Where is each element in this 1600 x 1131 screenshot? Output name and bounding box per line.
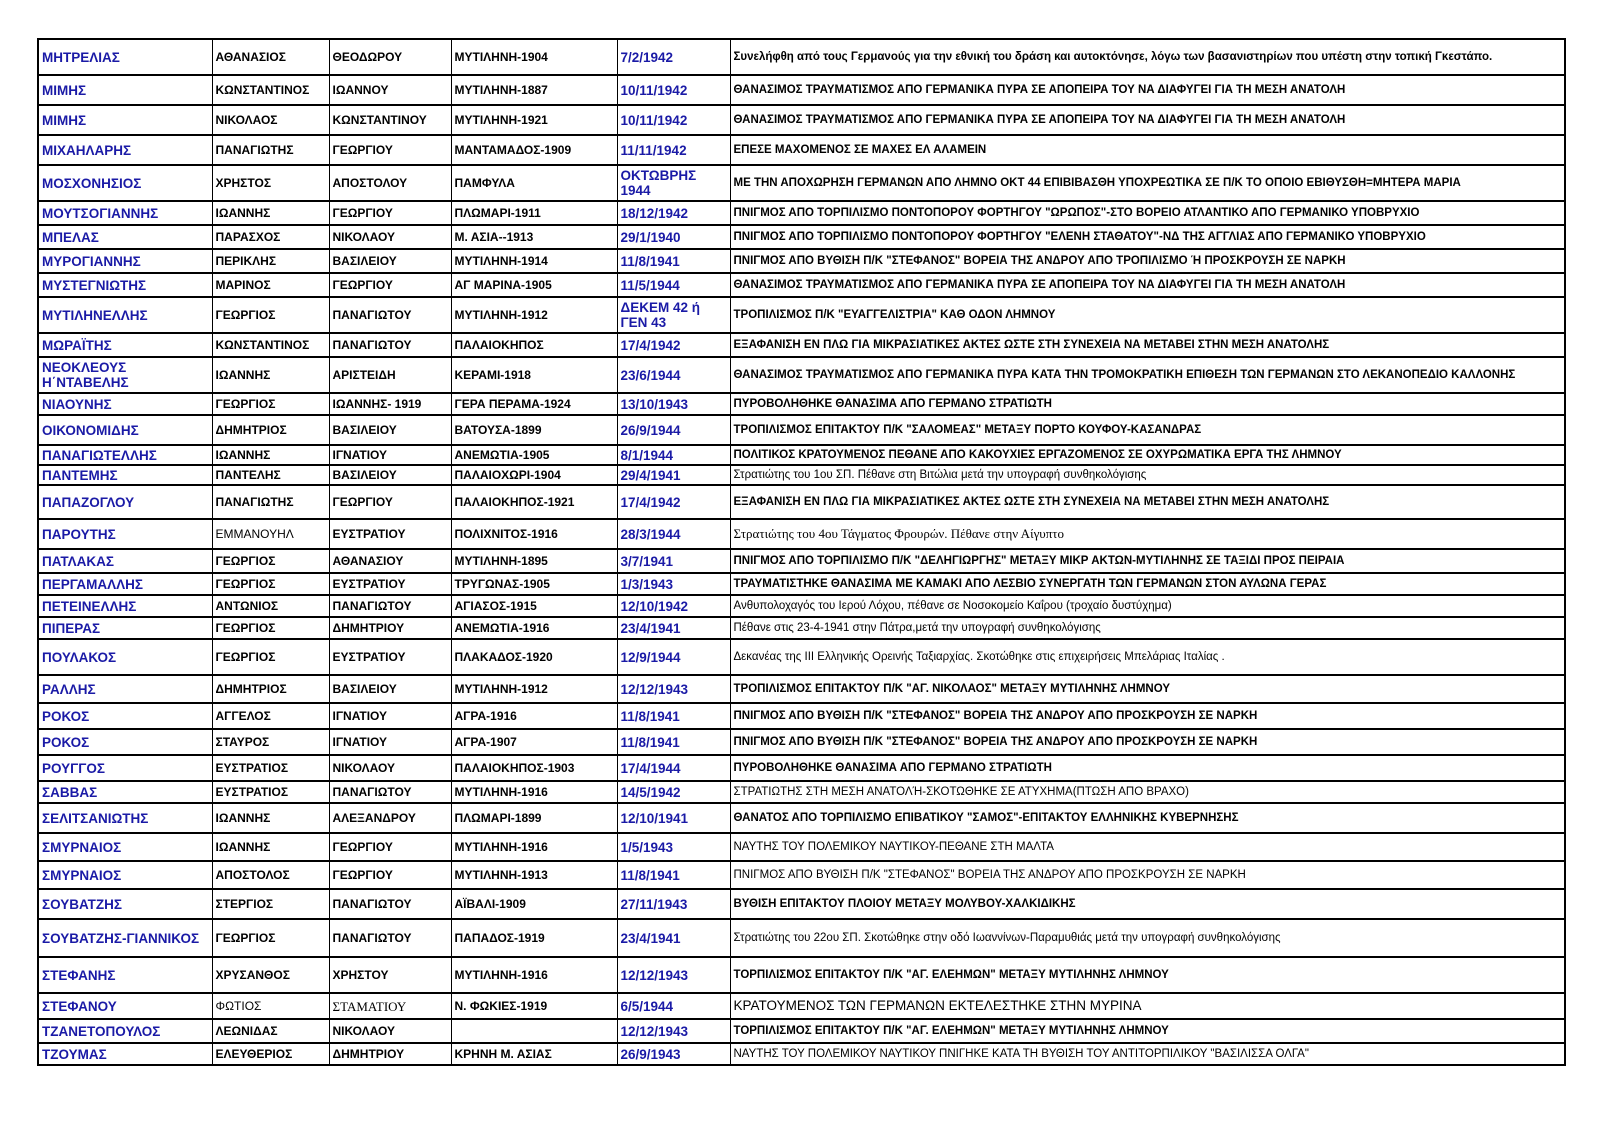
cell-birthplace-year: ΜΥΤΙΛΗΝΗ-1916	[451, 781, 617, 803]
cell-description: ΘΑΝΑΤΟΣ ΑΠΟ ΤΟΡΠΙΛΙΣΜΟ ΕΠΙΒΑΤΙΚΟΥ "ΣΑΜΟΣ"-ΕΠΙΤΑΚΤΟΥ ΕΛΛΗΝΙΚΗΣ ΚΥΒΕΡΝΗΣΗΣ	[730, 803, 1565, 833]
cell-surname: ΜΥΣΤΕΓΝΙΩΤΗΣ	[38, 273, 212, 297]
cell-father-name: ΝΙΚΟΛΑΟΥ	[329, 1019, 451, 1043]
cell-death-date: 12/12/1943	[617, 675, 730, 703]
cell-father-name: ΠΑΝΑΓΙΩΤΟΥ	[329, 889, 451, 919]
cell-birthplace-year: ΚΡΗΝΗ Μ. ΑΣΙΑΣ	[451, 1043, 617, 1065]
table-row	[38, 595, 1565, 617]
cell-father-name: ΓΕΩΡΓΙΟΥ	[329, 201, 451, 225]
table-row	[38, 957, 1565, 993]
table-row	[38, 297, 1565, 333]
cell-father-name: ΓΕΩΡΓΙΟΥ	[329, 273, 451, 297]
cell-first-name: ΦΩΤΙΟΣ	[212, 993, 329, 1019]
cell-description: ΠΝΙΓΜΟΣ ΑΠΟ ΤΟΡΠΙΛΙΣΜΟ ΠΟΝΤΟΠΟΡΟΥ ΦΟΡΤΗΓΟΥ "ΕΛΕΝΗ ΣΤΑΘΑΤΟΥ"-ΝΔ ΤΗΣ ΑΓΓΛΙΑΣ ΑΠΟ ΓΕΡΜΑΝΙΚΟ ΥΠΟΒΡΥΧΙΟ	[730, 225, 1565, 249]
cell-birthplace-year: ΜΥΤΙΛΗΝΗ-1921	[451, 105, 617, 135]
cell-surname: ΜΥΡΟΓΙΑΝΝΗΣ	[38, 249, 212, 273]
cell-death-date: 12/12/1943	[617, 1019, 730, 1043]
cell-surname: ΝΕΟΚΛΕΟΥΣ Η΄ΝΤΑΒΕΛΗΣ	[38, 357, 212, 393]
cell-description: ΝΑΥΤΗΣ ΤΟΥ ΠΟΛΕΜΙΚΟΥ ΝΑΥΤΙΚΟΥ ΠΝΙΓΗΚΕ ΚΑΤΑ ΤΗ ΒΥΘΙΣΗ ΤΟΥ ΑΝΤΙΤΟΡΠΙΛΙΚΟΥ "ΒΑΣΙΛΙΣΣΑ ΟΛΓΑ"	[730, 1043, 1565, 1065]
cell-surname: ΠΑΡΟΥΤΗΣ	[38, 519, 212, 549]
memorial-table-body	[38, 39, 1565, 1065]
cell-father-name: ΓΕΩΡΓΙΟΥ	[329, 135, 451, 165]
cell-father-name: ΝΙΚΟΛΑΟΥ	[329, 225, 451, 249]
cell-surname: ΣΤΕΦΑΝΗΣ	[38, 957, 212, 993]
cell-death-date: 11/8/1941	[617, 249, 730, 273]
cell-father-name: ΕΥΣΤΡΑΤΙΟΥ	[329, 573, 451, 595]
cell-surname: ΜΠΕΛΑΣ	[38, 225, 212, 249]
cell-birthplace-year: ΑΓΡΑ-1916	[451, 703, 617, 729]
cell-first-name: ΙΩΑΝΝΗΣ	[212, 445, 329, 465]
cell-description: ΝΑΥΤΗΣ ΤΟΥ ΠΟΛΕΜΙΚΟΥ ΝΑΥΤΙΚΟΥ-ΠΕΘΑΝΕ ΣΤΗ ΜΑΛΤΑ	[730, 833, 1565, 861]
cell-first-name: ΓΕΩΡΓΙΟΣ	[212, 573, 329, 595]
cell-father-name: ΙΩΑΝΝΟΥ	[329, 75, 451, 105]
cell-description: ΤΡΟΠΙΛΙΣΜΟΣ ΕΠΙΤΑΚΤΟΥ Π/Κ "ΣΑΛΟΜΕΑΣ" ΜΕΤΑΞΥ ΠΟΡΤΟ ΚΟΥΦΟΥ-ΚΑΣΑΝΔΡΑΣ	[730, 415, 1565, 445]
cell-surname: ΣΕΛΙΤΣΑΝΙΩΤΗΣ	[38, 803, 212, 833]
cell-first-name: ΙΩΑΝΝΗΣ	[212, 803, 329, 833]
cell-description: Πέθανε στις 23-4-1941 στην Πάτρα,μετά την υπογραφή συνθηκολόγισης	[730, 617, 1565, 639]
table-row	[38, 165, 1565, 201]
cell-description: ΠΝΙΓΜΟΣ ΑΠΟ ΒΥΘΙΣΗ Π/Κ "ΣΤΕΦΑΝΟΣ" ΒΟΡΕΙΑ ΤΗΣ ΑΝΔΡΟΥ ΑΠΟ ΤΡΟΠΙΛΙΣΜΟ Ή ΠΡΟΣΚΡΟΥΣΗ ΣΕ ΝΑΡΚΗ	[730, 249, 1565, 273]
cell-description: ΣΤΡΑΤΙΩΤΗΣ ΣΤΗ ΜΕΣΗ ΑΝΑΤΟΛΉ-ΣΚΟΤΩΘΗΚΕ ΣΕ ΑΤΥΧΗΜΑ(ΠΤΩΣΗ ΑΠΟ ΒΡΑΧΟ)	[730, 781, 1565, 803]
cell-surname: ΠΑΠΑΖΟΓΛΟΥ	[38, 485, 212, 519]
cell-surname: ΠΕΡΓΑΜΑΛΛΗΣ	[38, 573, 212, 595]
cell-death-date: 12/10/1942	[617, 595, 730, 617]
cell-death-date: 13/10/1943	[617, 393, 730, 415]
cell-birthplace-year: ΠΛΩΜΑΡΙ-1911	[451, 201, 617, 225]
cell-death-date: 14/5/1942	[617, 781, 730, 803]
cell-birthplace-year: ΠΑΛΑΙΟΧΩΡΙ-1904	[451, 465, 617, 485]
table-row	[38, 573, 1565, 595]
cell-surname: ΡΟΚΟΣ	[38, 729, 212, 755]
cell-surname: ΤΖΑΝΕΤΟΠΟΥΛΟΣ	[38, 1019, 212, 1043]
cell-birthplace-year: ΑΝΕΜΩΤΙΑ-1916	[451, 617, 617, 639]
cell-description: Δεκανέας της ΙΙΙ Ελληνικής Ορεινής Ταξιαρχίας. Σκοτώθηκε στις επιχειρήσεις Μπελάριας Ιταλίας .	[730, 639, 1565, 675]
cell-birthplace-year: ΠΑΛΑΙΟΚΗΠΟΣ-1903	[451, 755, 617, 781]
cell-surname: ΜΩΡΑΪΤΗΣ	[38, 333, 212, 357]
cell-description: ΘΑΝΑΣΙΜΟΣ ΤΡΑΥΜΑΤΙΣΜΟΣ ΑΠΟ ΓΕΡΜΑΝΙΚΑ ΠΥΡΑ ΚΑΤΑ ΤΗΝ ΤΡΟΜΟΚΡΑΤΙΚΗ ΕΠΙΘΕΣΗ ΤΩΝ ΓΕΡΜΑΝΩΝ ΣΤΟ ΛΕΚΑΝΟΠΕΔΙΟ ΚΑΛΛΟΝΗΣ	[730, 357, 1565, 393]
cell-death-date: 11/5/1944	[617, 273, 730, 297]
cell-first-name: ΓΕΩΡΓΙΟΣ	[212, 549, 329, 573]
cell-father-name: ΣΤΑΜΑΤΙΟΥ	[329, 993, 451, 1019]
table-row	[38, 357, 1565, 393]
cell-father-name: ΒΑΣΙΛΕΙΟΥ	[329, 465, 451, 485]
cell-father-name: ΑΛΕΞΑΝΔΡΟΥ	[329, 803, 451, 833]
cell-father-name: ΠΑΝΑΓΙΩΤΟΥ	[329, 333, 451, 357]
cell-death-date: 6/5/1944	[617, 993, 730, 1019]
cell-surname: ΡΟΚΟΣ	[38, 703, 212, 729]
cell-description: ΤΟΡΠΙΛΙΣΜΟΣ ΕΠΙΤΑΚΤΟΥ Π/Κ "ΑΓ. ΕΛΕΗΜΩΝ" ΜΕΤΑΞΥ ΜΥΤΙΛΗΝΗΣ ΛΗΜΝΟΥ	[730, 1019, 1565, 1043]
cell-father-name: ΔΗΜΗΤΡΙΟΥ	[329, 1043, 451, 1065]
cell-surname: ΜΙΜΗΣ	[38, 105, 212, 135]
table-row	[38, 445, 1565, 465]
cell-birthplace-year: ΜΥΤΙΛΗΝΗ-1914	[451, 249, 617, 273]
table-row	[38, 1043, 1565, 1065]
cell-surname: ΜΟΣΧΟΝΗΣΙΟΣ	[38, 165, 212, 201]
cell-first-name: ΑΘΑΝΑΣΙΟΣ	[212, 39, 329, 75]
cell-surname: ΠΑΝΑΓΙΩΤΕΛΛΗΣ	[38, 445, 212, 465]
cell-surname: ΣΜΥΡΝΑΙΟΣ	[38, 833, 212, 861]
table-row	[38, 465, 1565, 485]
cell-surname: ΡΟΥΓΓΟΣ	[38, 755, 212, 781]
table-row	[38, 415, 1565, 445]
cell-first-name: ΙΩΑΝΝΗΣ	[212, 833, 329, 861]
table-row	[38, 703, 1565, 729]
table-row	[38, 333, 1565, 357]
cell-surname: ΡΑΛΛΗΣ	[38, 675, 212, 703]
cell-birthplace-year: ΜΥΤΙΛΗΝΗ-1912	[451, 675, 617, 703]
table-row	[38, 675, 1565, 703]
cell-first-name: ΠΑΝΑΓΙΩΤΗΣ	[212, 135, 329, 165]
cell-father-name: ΙΓΝΑΤΙΟΥ	[329, 729, 451, 755]
table-row	[38, 803, 1565, 833]
cell-first-name: ΔΗΜΗΤΡΙΟΣ	[212, 415, 329, 445]
cell-description: ΒΥΘΙΣΗ ΕΠΙΤΑΚΤΟΥ ΠΛΟΙΟΥ ΜΕΤΑΞΥ ΜΟΛΥΒΟΥ-ΧΑΛΚΙΔΙΚΗΣ	[730, 889, 1565, 919]
cell-birthplace-year: ΜΥΤΙΛΗΝΗ-1912	[451, 297, 617, 333]
cell-description: Στρατιώτης του 22ου ΣΠ. Σκοτώθηκε στην οδό Ιωαννίνων-Παραμυθιάς μετά την υπογραφή συνθηκολόγισης	[730, 919, 1565, 957]
cell-birthplace-year	[451, 1019, 617, 1043]
cell-first-name: ΚΩΝΣΤΑΝΤΙΝΟΣ	[212, 333, 329, 357]
cell-surname: ΣΤΕΦΑΝΟΥ	[38, 993, 212, 1019]
table-row	[38, 729, 1565, 755]
cell-first-name: ΜΑΡΙΝΟΣ	[212, 273, 329, 297]
cell-father-name: ΓΕΩΡΓΙΟΥ	[329, 861, 451, 889]
cell-description: ΤΟΡΠΙΛΙΣΜΟΣ ΕΠΙΤΑΚΤΟΥ Π/Κ "ΑΓ. ΕΛΕΗΜΩΝ" ΜΕΤΑΞΥ ΜΥΤΙΛΗΝΗΣ ΛΗΜΝΟΥ	[730, 957, 1565, 993]
table-row	[38, 781, 1565, 803]
cell-birthplace-year: ΠΑΜΦΥΛΑ	[451, 165, 617, 201]
cell-first-name: ΠΑΝΑΓΙΩΤΗΣ	[212, 485, 329, 519]
table-row	[38, 639, 1565, 675]
cell-birthplace-year: ΚΕΡΑΜΙ-1918	[451, 357, 617, 393]
cell-surname: ΟΙΚΟΝΟΜΙΔΗΣ	[38, 415, 212, 445]
cell-father-name: ΒΑΣΙΛΕΙΟΥ	[329, 415, 451, 445]
cell-death-date: 17/4/1942	[617, 485, 730, 519]
cell-description: ΠΥΡΟΒΟΛΗΘΗΚΕ ΘΑΝΑΣΙΜΑ ΑΠΟ ΓΕΡΜΑΝΟ ΣΤΡΑΤΙΩΤΗ	[730, 755, 1565, 781]
cell-description: ΕΞΑΦΑΝΙΣΗ ΕΝ ΠΛΩ ΓΙΑ ΜΙΚΡΑΣΙΑΤΙΚΕΣ ΑΚΤΕΣ ΩΣΤΕ ΣΤΗ ΣΥΝΕΧΕΙΑ ΝΑ ΜΕΤΑΒΕΙ ΣΤΗΝ ΜΕΣΗ ΑΝΑΤΟΛΗΣ	[730, 333, 1565, 357]
cell-surname: ΣΟΥΒΑΤΖΗΣ	[38, 889, 212, 919]
cell-surname: ΜΗΤΡΕΛΙΑΣ	[38, 39, 212, 75]
cell-first-name: ΣΤΑΥΡΟΣ	[212, 729, 329, 755]
cell-birthplace-year: ΜΥΤΙΛΗΝΗ-1887	[451, 75, 617, 105]
cell-first-name: ΓΕΩΡΓΙΟΣ	[212, 639, 329, 675]
table-row	[38, 485, 1565, 519]
cell-first-name: ΛΕΩΝΙΔΑΣ	[212, 1019, 329, 1043]
cell-description: ΠΥΡΟΒΟΛΗΘΗΚΕ ΘΑΝΑΣΙΜΑ ΑΠΟ ΓΕΡΜΑΝΟ ΣΤΡΑΤΙΩΤΗ	[730, 393, 1565, 415]
cell-father-name: ΠΑΝΑΓΙΩΤΟΥ	[329, 919, 451, 957]
cell-birthplace-year: ΒΑΤΟΥΣΑ-1899	[451, 415, 617, 445]
cell-death-date: 11/8/1941	[617, 729, 730, 755]
cell-birthplace-year: ΜΥΤΙΛΗΝΗ-1904	[451, 39, 617, 75]
cell-surname: ΠΑΤΛΑΚΑΣ	[38, 549, 212, 573]
cell-first-name: ΠΑΡΑΣΧΟΣ	[212, 225, 329, 249]
cell-description: ΕΞΑΦΑΝΙΣΗ ΕΝ ΠΛΩ ΓΙΑ ΜΙΚΡΑΣΙΑΤΙΚΕΣ ΑΚΤΕΣ ΩΣΤΕ ΣΤΗ ΣΥΝΕΧΕΙΑ ΝΑ ΜΕΤΑΒΕΙ ΣΤΗΝ ΜΕΣΗ ΑΝΑΤΟΛΗΣ	[730, 485, 1565, 519]
cell-first-name: ΓΕΩΡΓΙΟΣ	[212, 393, 329, 415]
cell-death-date: 1/5/1943	[617, 833, 730, 861]
cell-birthplace-year: ΤΡΥΓΩΝΑΣ-1905	[451, 573, 617, 595]
cell-first-name: ΑΝΤΩΝΙΟΣ	[212, 595, 329, 617]
cell-birthplace-year: ΠΟΛΙΧΝΙΤΟΣ-1916	[451, 519, 617, 549]
cell-father-name: ΙΓΝΑΤΙΟΥ	[329, 445, 451, 465]
cell-father-name: ΧΡΗΣΤΟΥ	[329, 957, 451, 993]
cell-death-date: 27/11/1943	[617, 889, 730, 919]
cell-surname: ΣΜΥΡΝΑΙΟΣ	[38, 861, 212, 889]
cell-first-name: ΑΠΟΣΤΟΛΟΣ	[212, 861, 329, 889]
cell-surname: ΜΥΤΙΛΗΝΕΛΛΗΣ	[38, 297, 212, 333]
cell-surname: ΝΙΑΟΥΝΗΣ	[38, 393, 212, 415]
cell-first-name: ΕΥΣΤΡΑΤΙΟΣ	[212, 781, 329, 803]
table-row	[38, 993, 1565, 1019]
cell-death-date: 8/1/1944	[617, 445, 730, 465]
cell-father-name: ΙΓΝΑΤΙΟΥ	[329, 703, 451, 729]
cell-death-date: 3/7/1941	[617, 549, 730, 573]
cell-first-name: ΠΕΡΙΚΛΗΣ	[212, 249, 329, 273]
cell-surname: ΤΖΟΥΜΑΣ	[38, 1043, 212, 1065]
cell-surname: ΠΟΥΛΑΚΟΣ	[38, 639, 212, 675]
cell-first-name: ΓΕΩΡΓΙΟΣ	[212, 617, 329, 639]
cell-description: ΠΝΙΓΜΟΣ ΑΠΟ ΤΟΡΠΙΛΙΣΜΟ Π/Κ "ΔΕΛΗΓΙΩΡΓΗΣ" ΜΕΤΑΞΥ ΜΙΚΡ ΑΚΤΩΝ-ΜΥΤΙΛΗΝΗΣ ΣΕ ΤΑΞΙΔΙ ΠΡΟΣ ΠΕΙΡΑΙΑ	[730, 549, 1565, 573]
cell-surname: ΜΟΥΤΣΟΓΙΑΝΝΗΣ	[38, 201, 212, 225]
cell-first-name: ΕΥΣΤΡΑΤΙΟΣ	[212, 755, 329, 781]
cell-death-date: 23/4/1941	[617, 617, 730, 639]
cell-death-date: 26/9/1943	[617, 1043, 730, 1065]
cell-first-name: ΙΩΑΝΝΗΣ	[212, 357, 329, 393]
cell-surname: ΠΕΤΕΙΝΕΛΛΗΣ	[38, 595, 212, 617]
cell-death-date: 7/2/1942	[617, 39, 730, 75]
table-row	[38, 75, 1565, 105]
cell-death-date: 1/3/1943	[617, 573, 730, 595]
cell-father-name: ΑΘΑΝΑΣΙΟΥ	[329, 549, 451, 573]
cell-first-name: ΔΗΜΗΤΡΙΟΣ	[212, 675, 329, 703]
table-row	[38, 273, 1565, 297]
cell-death-date: 12/10/1941	[617, 803, 730, 833]
cell-death-date: ΟΚΤΩΒΡΗΣ 1944	[617, 165, 730, 201]
cell-death-date: 17/4/1944	[617, 755, 730, 781]
cell-father-name: ΠΑΝΑΓΙΩΤΟΥ	[329, 595, 451, 617]
cell-birthplace-year: Ν. ΦΩΚΙΕΣ-1919	[451, 993, 617, 1019]
cell-death-date: 18/12/1942	[617, 201, 730, 225]
cell-father-name: ΒΑΣΙΛΕΙΟΥ	[329, 249, 451, 273]
cell-death-date: 23/6/1944	[617, 357, 730, 393]
cell-birthplace-year: ΜΥΤΙΛΗΝΗ-1895	[451, 549, 617, 573]
cell-description: Ανθυπολοχαγός του Ιερού Λόχου, πέθανε σε Νοσοκομείο Καΐρου (τροχαίο δυστύχημα)	[730, 595, 1565, 617]
cell-death-date: 11/8/1941	[617, 861, 730, 889]
cell-description: ΘΑΝΑΣΙΜΟΣ ΤΡΑΥΜΑΤΙΣΜΟΣ ΑΠΟ ΓΕΡΜΑΝΙΚΑ ΠΥΡΑ ΣΕ ΑΠΟΠΕΙΡΑ ΤΟΥ ΝΑ ΔΙΑΦΥΓΕΙ ΓΙΑ ΤΗ ΜΕΣΗ ΑΝΑΤΟΛΗ	[730, 75, 1565, 105]
table-row	[38, 549, 1565, 573]
cell-birthplace-year: ΑΓ ΜΑΡΙΝΑ-1905	[451, 273, 617, 297]
cell-description: ΠΝΙΓΜΟΣ ΑΠΟ ΒΥΘΙΣΗ Π/Κ "ΣΤΕΦΑΝΟΣ" ΒΟΡΕΙΑ ΤΗΣ ΑΝΔΡΟΥ ΑΠΟ ΠΡΟΣΚΡΟΥΣΗ ΣΕ ΝΑΡΚΗ	[730, 861, 1565, 889]
cell-death-date: 12/12/1943	[617, 957, 730, 993]
cell-birthplace-year: Μ. ΑΣΙΑ--1913	[451, 225, 617, 249]
cell-surname: ΣΟΥΒΑΤΖΗΣ-ΓΙΑΝΝΙΚΟΣ	[38, 919, 212, 957]
cell-first-name: ΓΕΩΡΓΙΟΣ	[212, 919, 329, 957]
cell-first-name: ΙΩΑΝΝΗΣ	[212, 201, 329, 225]
cell-death-date: 10/11/1942	[617, 75, 730, 105]
cell-first-name: ΕΜΜΑΝΟΥΗΛ	[212, 519, 329, 549]
cell-birthplace-year: ΠΑΛΑΙΟΚΗΠΟΣ-1921	[451, 485, 617, 519]
table-row	[38, 1019, 1565, 1043]
table-row	[38, 919, 1565, 957]
cell-surname: ΜΙΧΑΗΛΑΡΗΣ	[38, 135, 212, 165]
cell-description: ΕΠΕΣΕ ΜΑΧΟΜΕΝΟΣ ΣΕ ΜΑΧΕΣ ΕΛ ΑΛΑΜΕΙΝ	[730, 135, 1565, 165]
cell-surname: ΣΑΒΒΑΣ	[38, 781, 212, 803]
cell-father-name: ΝΙΚΟΛΑΟΥ	[329, 755, 451, 781]
cell-surname: ΠΙΠΕΡΑΣ	[38, 617, 212, 639]
cell-death-date: 11/11/1942	[617, 135, 730, 165]
cell-first-name: ΑΓΓΕΛΟΣ	[212, 703, 329, 729]
cell-first-name: ΚΩΝΣΤΑΝΤΙΝΟΣ	[212, 75, 329, 105]
cell-description: ΠΝΙΓΜΟΣ ΑΠΟ ΒΥΘΙΣΗ Π/Κ "ΣΤΕΦΑΝΟΣ" ΒΟΡΕΙΑ ΤΗΣ ΑΝΔΡΟΥ ΑΠΟ ΠΡΟΣΚΡΟΥΣΗ ΣΕ ΝΑΡΚΗ	[730, 703, 1565, 729]
cell-description: Στρατιώτης του 4ου Τάγματος Φρουρών. Πέθανε στην Αίγυπτο	[730, 519, 1565, 549]
cell-death-date: 17/4/1942	[617, 333, 730, 357]
table-row	[38, 833, 1565, 861]
cell-surname: ΠΑΝΤΕΜΗΣ	[38, 465, 212, 485]
memorial-table	[37, 38, 1566, 1066]
table-row	[38, 755, 1565, 781]
cell-father-name: ΘΕΟΔΩΡΟΥ	[329, 39, 451, 75]
cell-surname: ΜΙΜΗΣ	[38, 75, 212, 105]
table-row	[38, 519, 1565, 549]
table-row	[38, 201, 1565, 225]
cell-death-date: 26/9/1944	[617, 415, 730, 445]
cell-description: ΜΕ ΤΗΝ ΑΠΟΧΩΡΗΣΗ ΓΕΡΜΑΝΩΝ ΑΠΟ ΛΗΜΝΟ ΟΚΤ 44 ΕΠΙΒΙΒΑΣΘΗ ΥΠΟΧΡΕΩΤΙΚΑ ΣΕ Π/Κ ΤΟ ΟΠΟΙΟ ΕΒΙΘΥΣΘΗ=ΜΗΤΕΡΑ ΜΑΡΙΑ	[730, 165, 1565, 201]
cell-death-date: 23/4/1941	[617, 919, 730, 957]
cell-description: ΠΟΛΙΤΙΚΟΣ ΚΡΑΤΟΥΜΕΝΟΣ ΠΕΘΑΝΕ ΑΠΟ ΚΑΚΟΥΧΙΕΣ ΕΡΓΑΖΟΜΕΝΟΣ ΣΕ ΟΧΥΡΩΜΑΤΙΚΑ ΕΡΓΑ ΤΗΣ ΛΗΜΝΟΥ	[730, 445, 1565, 465]
cell-father-name: ΓΕΩΡΓΙΟΥ	[329, 833, 451, 861]
cell-death-date: 10/11/1942	[617, 105, 730, 135]
cell-description: Συνελήφθη από τους Γερμανούς για την εθνική του δράση και αυτοκτόνησε, λόγω των βασανιστηρίων που υπέστη στην τοπική Γκεστάπο.	[730, 39, 1565, 75]
cell-description: ΤΡΑΥΜΑΤΙΣΤΗΚΕ ΘΑΝΑΣΙΜΑ ΜΕ ΚΑΜΑΚΙ ΑΠΟ ΛΕΣΒΙΟ ΣΥΝΕΡΓΑΤΗ ΤΩΝ ΓΕΡΜΑΝΩΝ ΣΤΟΝ ΑΥΛΩΝΑ ΓΕΡΑΣ	[730, 573, 1565, 595]
cell-description: Στρατιώτης του 1ου ΣΠ. Πέθανε στη Βιτώλια μετά την υπογραφή συνθηκολόγισης	[730, 465, 1565, 485]
cell-father-name: ΠΑΝΑΓΙΩΤΟΥ	[329, 297, 451, 333]
cell-first-name: ΧΡΥΣΑΝΘΟΣ	[212, 957, 329, 993]
cell-father-name: ΠΑΝΑΓΙΩΤΟΥ	[329, 781, 451, 803]
cell-death-date: 29/1/1940	[617, 225, 730, 249]
table-row	[38, 105, 1565, 135]
cell-birthplace-year: ΑΓΙΑΣΟΣ-1915	[451, 595, 617, 617]
cell-first-name: ΧΡΗΣΤΟΣ	[212, 165, 329, 201]
cell-father-name: ΑΠΟΣΤΟΛΟΥ	[329, 165, 451, 201]
cell-death-date: 28/3/1944	[617, 519, 730, 549]
cell-birthplace-year: ΠΑΛΑΙΟΚΗΠΟΣ	[451, 333, 617, 357]
cell-description: ΠΝΙΓΜΟΣ ΑΠΟ ΤΟΡΠΙΛΙΣΜΟ ΠΟΝΤΟΠΟΡΟΥ ΦΟΡΤΗΓΟΥ "ΩΡΩΠΟΣ"-ΣΤΟ ΒΟΡΕΙΟ ΑΤΛΑΝΤΙΚΟ ΑΠΟ ΓΕΡΜΑΝΙΚΟ ΥΠΟΒΡΥΧΙΟ	[730, 201, 1565, 225]
cell-birthplace-year: ΑΪΒΑΛΙ-1909	[451, 889, 617, 919]
cell-death-date: 12/9/1944	[617, 639, 730, 675]
cell-father-name: ΚΩΝΣΤΑΝΤΙΝΟΥ	[329, 105, 451, 135]
cell-birthplace-year: ΑΓΡΑ-1907	[451, 729, 617, 755]
cell-birthplace-year: ΠΑΠΑΔΟΣ-1919	[451, 919, 617, 957]
cell-description: ΠΝΙΓΜΟΣ ΑΠΟ ΒΥΘΙΣΗ Π/Κ "ΣΤΕΦΑΝΟΣ" ΒΟΡΕΙΑ ΤΗΣ ΑΝΔΡΟΥ ΑΠΟ ΠΡΟΣΚΡΟΥΣΗ ΣΕ ΝΑΡΚΗ	[730, 729, 1565, 755]
cell-first-name: ΝΙΚΟΛΑΟΣ	[212, 105, 329, 135]
table-row	[38, 249, 1565, 273]
cell-death-date: ΔΕΚΕΜ 42 ή ΓΕΝ 43	[617, 297, 730, 333]
cell-birthplace-year: ΜΥΤΙΛΗΝΗ-1916	[451, 957, 617, 993]
cell-birthplace-year: ΜΥΤΙΛΗΝΗ-1913	[451, 861, 617, 889]
cell-father-name: ΕΥΣΤΡΑΤΙΟΥ	[329, 639, 451, 675]
table-row	[38, 889, 1565, 919]
cell-father-name: ΕΥΣΤΡΑΤΙΟΥ	[329, 519, 451, 549]
table-row	[38, 225, 1565, 249]
cell-birthplace-year: ΜΑΝΤΑΜΑΔΟΣ-1909	[451, 135, 617, 165]
cell-birthplace-year: ΠΛΑΚΑΔΟΣ-1920	[451, 639, 617, 675]
cell-father-name: ΑΡΙΣΤΕΙΔΗ	[329, 357, 451, 393]
cell-father-name: ΙΩΑΝΝΗΣ- 1919	[329, 393, 451, 415]
cell-first-name: ΕΛΕΥΘΕΡΙΟΣ	[212, 1043, 329, 1065]
cell-father-name: ΒΑΣΙΛΕΙΟΥ	[329, 675, 451, 703]
cell-birthplace-year: ΠΛΩΜΑΡΙ-1899	[451, 803, 617, 833]
cell-birthplace-year: ΓΕΡΑ ΠΕΡΑΜΑ-1924	[451, 393, 617, 415]
cell-first-name: ΣΤΕΡΓΙΟΣ	[212, 889, 329, 919]
cell-father-name: ΓΕΩΡΓΙΟΥ	[329, 485, 451, 519]
cell-description: ΤΡΟΠΙΛΙΣΜΟΣ Π/Κ "ΕΥΑΓΓΕΛΙΣΤΡΙΑ" ΚΑΘ ΟΔΟΝ ΛΗΜΝΟΥ	[730, 297, 1565, 333]
cell-first-name: ΠΑΝΤΕΛΗΣ	[212, 465, 329, 485]
table-row	[38, 861, 1565, 889]
table-row	[38, 617, 1565, 639]
cell-first-name: ΓΕΩΡΓΙΟΣ	[212, 297, 329, 333]
cell-death-date: 29/4/1941	[617, 465, 730, 485]
cell-father-name: ΔΗΜΗΤΡΙΟΥ	[329, 617, 451, 639]
cell-description: ΘΑΝΑΣΙΜΟΣ ΤΡΑΥΜΑΤΙΣΜΟΣ ΑΠΟ ΓΕΡΜΑΝΙΚΑ ΠΥΡΑ ΣΕ ΑΠΟΠΕΙΡΑ ΤΟΥ ΝΑ ΔΙΑΦΥΓΕΙ ΓΙΑ ΤΗ ΜΕΣΗ ΑΝΑΤΟΛΗ	[730, 273, 1565, 297]
cell-death-date: 11/8/1941	[617, 703, 730, 729]
table-row	[38, 39, 1565, 75]
cell-description: ΤΡΟΠΙΛΙΣΜΟΣ ΕΠΙΤΑΚΤΟΥ Π/Κ "ΑΓ. ΝΙΚΟΛΑΟΣ" ΜΕΤΑΞΥ ΜΥΤΙΛΗΝΗΣ ΛΗΜΝΟΥ	[730, 675, 1565, 703]
cell-description: ΚΡΑΤΟΥΜΕΝΟΣ ΤΩΝ ΓΕΡΜΑΝΩΝ ΕΚΤΕΛΕΣΤΗΚΕ ΣΤΗΝ ΜΥΡΙΝΑ	[730, 993, 1565, 1019]
cell-description: ΘΑΝΑΣΙΜΟΣ ΤΡΑΥΜΑΤΙΣΜΟΣ ΑΠΟ ΓΕΡΜΑΝΙΚΑ ΠΥΡΑ ΣΕ ΑΠΟΠΕΙΡΑ ΤΟΥ ΝΑ ΔΙΑΦΥΓΕΙ ΓΙΑ ΤΗ ΜΕΣΗ ΑΝΑΤΟΛΗ	[730, 105, 1565, 135]
table-row	[38, 135, 1565, 165]
cell-birthplace-year: ΜΥΤΙΛΗΝΗ-1916	[451, 833, 617, 861]
table-row	[38, 393, 1565, 415]
cell-birthplace-year: ΑΝΕΜΩΤΙΑ-1905	[451, 445, 617, 465]
